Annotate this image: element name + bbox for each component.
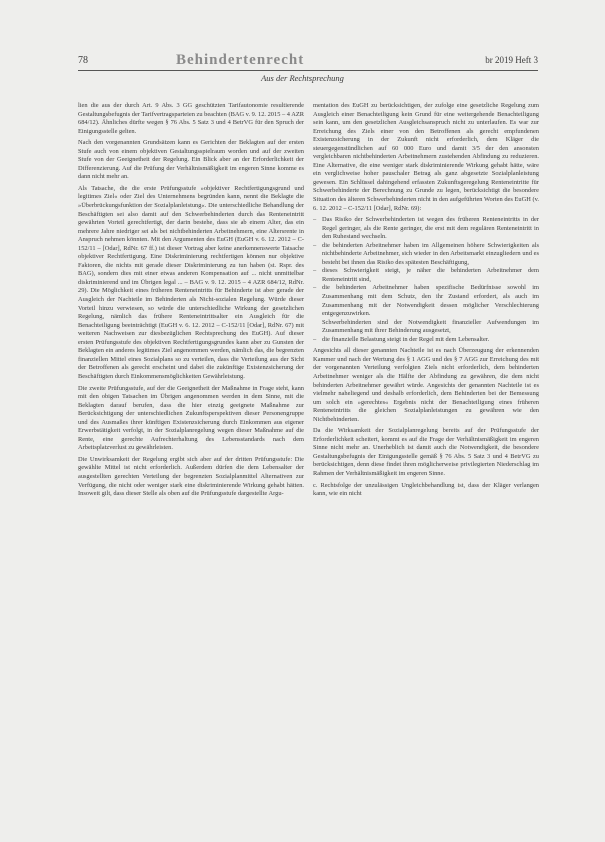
issue-label: br 2019 Heft 3 xyxy=(485,55,538,65)
section-title: Aus der Rechtsprechung xyxy=(261,73,344,83)
list-item: – dieses Schwierigkeit steigt, je näher die behinderten Arbeitnehmer dem Renteneintritt sind, xyxy=(313,267,539,284)
list-item: – die behinderten Arbeitnehmer haben im Allgemeinen höhere Schwierigkeiten als nichtbehinderte Arbeitnehmer, sich wieder in den Arbeitsmarkt einzugliedern und es besteht bei ihnen das Risiko des spätesten Beschäftigung, xyxy=(313,242,539,268)
paragraph: Als Tatsache, die die erste Prüfungsstufe »objektiver Rechtfertigungsgrund und legitimes Ziel« oder Ziel des Unternehmens begründen kann, nennt die Beklagte die »Überbrückungsfunktion der Sozialplanleistung«. Die unterschiedliche Behandlung der Beschäftigten sei also damit auf den Schwerbehinderten durch das Renteneintritt gewährten Vorteil gerechtfertigt, der darin bestehe, dass sie ab einem Alter, das ein mehrere Jahre niedriger sei als bei nichtbehinderten Arbeitnehmern, eine Altersrente in Anspruch nehmen könnten. Mit den Argumenten des EuGH (EuGH v. 6. 12. 2012 – C-152/11 – [Odar], RdNr. 67 ff.) ist dieser Vortrag aber keine anerkennenswerte Tatsache objektiver Rechtfertigung. Eine Diskriminierung rechtfertigen können nur objektive Faktoren, die nichts mit gerade dieser Diskriminierung zu tun haben (st. Rspr. des BAG), sondern dies mit einer etwas anderen Kompensation auf ... nicht unmittelbar diskriminierend und im Übrigen legal ... – BAG v. 9. 12. 2015 – 4 AZR 684/12, RdNr. 29). Die Möglichkeit eines früheren Renteneintritts für Behinderte ist aber gerade der Ausgleich der Nachteile im Behinderten als Nicht-sozialen Regelung. Würde dieser Vorteil hinzu verwiesen, so würde die unterschiedliche Wirkung der gesetzlichen Regelung, nämlich das frühere Renteneintrittsalter ein Ausgleich für die Benachteiligung beeinträchtigt (EuGH v. 6. 12. 2012 – C-152/11 [Odar], RdNr. 67) mit weiteren Nachweisen zur diesbezüglichen Rechtsprechung des EuGH). Auf dieser ersten Prüfungsstufe des objektiven Rechtfertigungsgrundes kann aber zu Gunsten der Beklagten ein anderes legitimes Ziel angenommen werden, nämlich das, die begrenzten finanziellen Mittel eines Sozialplans so zu verteilen, dass die Verteilung aus der Sicht der Betroffenen als gerecht erscheint und dabei die zukünftige Existenzsicherung der Beschäftigten durch Einkommensmöglichkeiten Gewährleistung. xyxy=(78,184,304,380)
list-item: – die behinderten Arbeitnehmer haben spezifische Bedürfnisse sowohl im Zusammenhang mit dem Schutz, den ihr Zustand erfordert, als auch im Zusammenhang mit der Notwendigkeit dessen möglicher Verschlechterung entgegenzuwirken. xyxy=(313,284,539,318)
page-number: 78 xyxy=(78,55,88,66)
paragraph: Angesichts all dieser genannten Nachteile ist es nach Überzeugung der erkennenden Kammer und nach der Wertung des § 1 AGG und des § 7 AGG zur Erreichung des mit der vorgenannten Verteilung verfolgten Ziels nicht erforderlich, dem behinderten Arbeitnehmer weniger als die Hälfte der Abfindung zu gewähren, die dem nicht behinderten Arbeitnehmer gewährt würde. Angesichts der genannten Nachteile ist es vielmehr naheliegend und deshalb erforderlich, dem Behinderten bei der Bemessung um solch ein »gerechtes« Ergebnis nicht der Benachteiligung eines früheren Renteneintritts die gleichen Sozialplanleistungen zu gewähren wie den Nichtbehinderten. xyxy=(313,347,539,423)
paragraph: lien die aus der durch Art. 9 Abs. 3 GG geschützten Tarifautonomie resultierende Gestaltungsbefugnis der Tarifvertragsparteien zu beachten (BAG v. 9. 12. 2015 – 4 AZR 684/12). Ähnliches dürfte wegen § 76 Abs. 5 Satz 3 und 4 BetrVG für den Spruch der Einigungsstelle gelten. xyxy=(78,102,304,135)
list-item: – Das Risiko der Schwerbehinderten ist wegen des früheren Renteneintritts in der Regel geringer, als die Rente geringer, die erst mit dem regulären Renteneintritt in den Ruhestand wechseln. xyxy=(313,216,539,242)
page-header xyxy=(78,54,538,68)
journal-title: Behindertenrecht xyxy=(176,52,305,68)
list-item: Schwerbehinderten sind der Notwendigkeit finanzieller Aufwendungen im Zusammenhang mit ihrer Behinderung ausgesetzt, xyxy=(322,318,539,335)
header-rule xyxy=(78,70,538,71)
list-item: – die finanzielle Belastung steigt in der Regel mit dem Lebensalter. xyxy=(313,336,539,345)
paragraph: c. Rechtsfolge der unzulässigen Ungleichbehandlung ist, dass der Kläger verlangen kann, wie ein nicht xyxy=(313,481,539,498)
right-column xyxy=(313,102,539,828)
left-column xyxy=(78,102,304,828)
bullet-list xyxy=(313,216,539,344)
paragraph: mentation des EuGH zu berücksichtigen, der zufolge eine gesetzliche Regelung zum Ausgleich einer Benachteiligung kein Grund für eine weitergehende Benachteiligung sein kann, um den gesetzlichen Ausgleichsanspruch nicht zu unterlaufen. Es war zur Erreichung des Ziels einer von den Betroffenen als gerecht empfundenen Existenzsicherung in der Zukunft nicht erforderlich, dem Kläger die steuergegenstündlichen auf 60 000 Euro und damit 3/5 der den ansonsten vergleichbaren nichtbehinderten Arbeitnehmern zustehenden Abfindung zu reduzieren. Eine Alternative, die eine weniger stark diskriminierende Wirkung gehabt hätte, wäre ein verglichweise hoher pauschaler Betrag als ganz abgesetzte Sozialplanleistung gewesen. Ein Schlüssel dahingehend erfassten Zukunftsgeregelung Renteneintritte für Schwerbehinderte der Berechnung zu Grunde zu legen, berücksichtigt die besondere Situation des älteren Schwerbehinderten nicht in den aufgeführten Worten des EuGH (v. 6. 12. 2012 – C-152/11 [Odar], RdNr. 69): xyxy=(313,102,539,212)
paragraph: Die zweite Prüfungsstufe, auf der die Geeignetheit der Maßnahme in Frage steht, kann mit den obigen Tatsachen im Übrigen angenommen werden in dem Sinne, mit die Beklagten darauf berufen, dass die hier einzig geeignete Maßnahme zur Berücksichtigung der unterschiedlichen Zukunftsperspektiven dieser Personengruppe und des Ausmaßes ihrer künftigen Existenzsicherung durch Einkommen aus eigener Erwerbstätigkeit verfolgt, in der Sozialplanregelung wegen dieser Maßnahme auf die Rente, eine gerechte Aufrechterhaltung des Lebensstandards nach dem Arbeitsplatzverlust zu gewährleisten. xyxy=(78,384,304,452)
paragraph: Die Unwirksamkeit der Regelung ergibt sich aber auf der dritten Prüfungsstufe: Die gewählte Mittel ist nicht erforderlich. Außerdem dürfen die dem Lebensalter der ausgestellten gerechten Verteilung der begrenzten Sozialplanmittel Alternativen zur Verfügung, die nicht oder weniger stark eine diskriminierende Wirkung gehabt hätten. Insoweit gilt, dass dieser Stelle als oben auf die Prüfungsstufe dargestellte Argu- xyxy=(78,455,304,498)
paragraph: Nach den vorgenannten Grundsätzen kann es Gerichten der Beklagten auf der ersten Stufe auch von einem objektiven Gestaltungsspielraum worden und auf der zweiten Stufe von der Geeignetheit der Regelung. Ein Blick aber an der Erforderlichkeit der Differenzierung. Auf die Prüfung der Verhältnismäßigkeit im engeren Sinne komme es dann nicht mehr an. xyxy=(78,139,304,181)
paragraph: Da die Wirksamkeit der Sozialplanregelung bereits auf der Prüfungsstufe der Erforderlichkeit scheitert, kommt es auf die Frage der Verhältnismäßigkeit im engeren Sinne nicht mehr an. Unerheblich ist damit auch die Notwendigkeit, die besondere Gestaltungsbefugnis der Einigungsstelle gemäß § 76 Abs. 5 Satz 3 und 4 BetrVG zu berücksichtigen, denn diese findet ihren möglicherweise privilegierten Niederschlag im Rahmen der Verhältnismäßigkeit im engeren Sinne. xyxy=(313,427,539,477)
